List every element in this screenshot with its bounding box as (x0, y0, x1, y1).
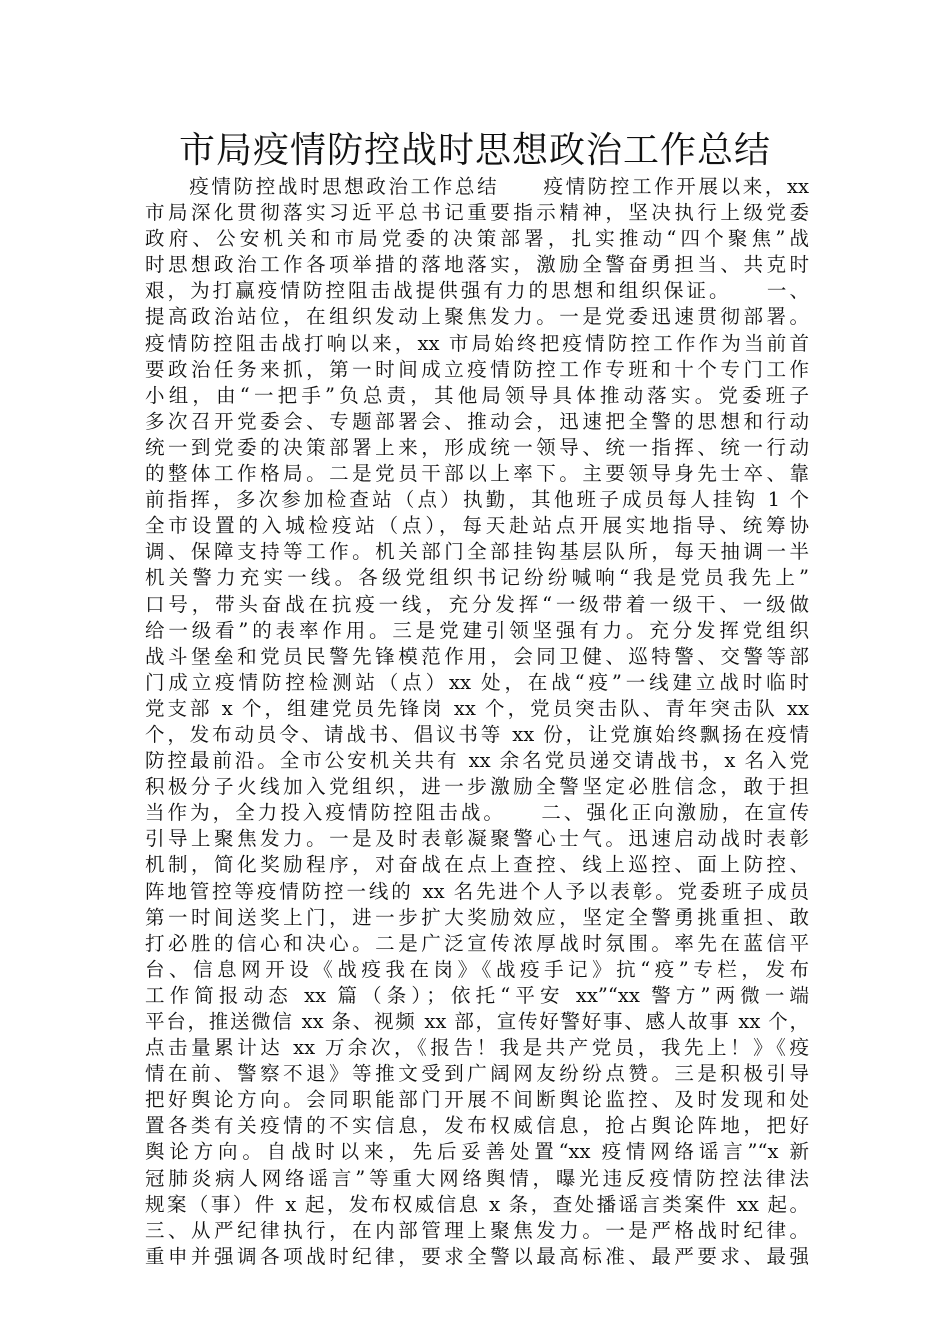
body-line: 调、保障支持等工作。机关部门全部挂钩基层队所，每天抽调一半 (145, 540, 809, 564)
body-line: 要政治任务来抓，第一时间成立疫情防控工作专班和十个专门工作 (145, 357, 809, 381)
body-line: 提高政治站位，在组织发动上聚焦发力。一是党委迅速贯彻部署。 (145, 305, 809, 329)
body-line: 台、信息网开设《战疫我在岗》《战疫手记》抗“疫”专栏，发布 (145, 957, 809, 981)
document-body (145, 174, 809, 1270)
body-line: 前指挥，多次参加检查站（点）执勤，其他班子成员每人挂钩 1 个 (145, 488, 809, 512)
body-line: 个，发布动员令、请战书、倡议书等 xx 份，让党旗始终飘扬在疫情 (145, 722, 809, 746)
body-line: 口号，带头奋战在抗疫一线，充分发挥“一级带着一级干、一级做 (145, 592, 809, 616)
body-line: 多次召开党委会、专题部署会、推动会，迅速把全警的思想和行动 (145, 409, 809, 433)
body-line: 防控最前沿。全市公安机关共有 xx 余名党员递交请战书，x 名入党 (145, 749, 809, 773)
body-line: 机关警力充实一线。各级党组织书记纷纷喊响“我是党员我先上” (145, 566, 809, 590)
body-line: 三、从严纪律执行，在内部管理上聚焦发力。一是严格战时纪律。 (145, 1218, 809, 1242)
body-line: 艰，为打赢疫情防控阻击战提供强有力的思想和组织保证。 一、 (145, 279, 809, 303)
body-line: 工作简报动态 xx 篇（条）；依托“平安 xx”“xx 警方”两微一端 (145, 983, 809, 1007)
document-title: 市局疫情防控战时思想政治工作总结 (178, 130, 771, 171)
body-line: 点击量累计达 xx 万余次，《报告！我是共产党员，我先上！》《疫 (145, 1036, 809, 1060)
body-line: 机制，简化奖励程序，对奋战在点上查控、线上巡控、面上防控、 (145, 853, 809, 877)
body-line: 冠肺炎病人网络谣言”等重大网络舆情，曝光违反疫情防控法律法 (145, 1166, 809, 1190)
body-line: 重申并强调各项战时纪律，要求全警以最高标准、最严要求、最强 (145, 1244, 809, 1268)
body-line: 市局深化贯彻落实习近平总书记重要指示精神，坚决执行上级党委 (145, 201, 809, 225)
body-line: 阵地管控等疫情防控一线的 xx 名先进个人予以表彰。党委班子成员 (145, 879, 809, 903)
body-line: 疫情防控阻击战打响以来，xx 市局始终把疫情防控工作作为当前首 (145, 331, 809, 355)
body-line: 战斗堡垒和党员民警先锋模范作用，会同卫健、巡特警、交警等部 (145, 644, 809, 668)
body-line: 积极分子火线加入党组织，进一步激励全警坚定必胜信念，敢于担 (145, 775, 809, 799)
body-line: 给一级看”的表率作用。三是党建引领坚强有力。充分发挥党组织 (145, 618, 809, 642)
body-line: 打必胜的信心和决心。二是广泛宣传浓厚战时氛围。率先在蓝信平 (145, 931, 809, 955)
body-line: 引导上聚焦发力。一是及时表彰凝聚警心士气。迅速启动战时表彰 (145, 827, 809, 851)
body-line: 情在前、警察不退》等推文受到广阔网友纷纷点赞。三是积极引导 (145, 1062, 809, 1086)
body-line: 把好舆论方向。会同职能部门开展不间断舆论监控、及时发现和处 (145, 1088, 809, 1112)
body-line: 平台，推送微信 xx 条、视频 xx 部，宣传好警好事、感人故事 xx 个， (145, 1010, 809, 1033)
body-line: 置各类有关疫情的不实信息，发布权威信息，抢占舆论阵地，把好 (145, 1114, 809, 1138)
body-line: 当作为，全力投入疫情防控阻击战。 二、强化正向激励，在宣传 (145, 801, 809, 825)
body-line: 门成立疫情防控检测站（点）xx 处，在战“疫”一线建立战时临时 (145, 670, 809, 694)
body-line: 舆论方向。自战时以来，先后妥善处置“xx 疫情网络谣言”“x 新 (145, 1140, 809, 1164)
body-line: 的整体工作格局。二是党员干部以上率下。主要领导身先士卒、靠 (145, 462, 809, 486)
body-line: 统一到党委的决策部署上来，形成统一领导、统一指挥、统一行动 (145, 435, 809, 459)
body-line: 规案（事）件 x 起，发布权威信息 x 条，查处播谣言类案件 xx 起。 (145, 1192, 809, 1216)
body-line: 政府、公安机关和市局党委的决策部署，扎实推动“四个聚焦”战 (145, 227, 809, 251)
body-line: 小组，由“一把手”负总责，其他局领导具体推动落实。党委班子 (145, 383, 809, 407)
body-line: 疫情防控战时思想政治工作总结 疫情防控工作开展以来，xx (145, 175, 809, 198)
body-line: 全市设置的入城检疫站（点），每天赴站点开展实地指导、统筹协 (145, 514, 809, 538)
body-line: 第一时间送奖上门，进一步扩大奖励效应，坚定全警勇挑重担、敢 (145, 905, 809, 929)
body-line: 党支部 x 个，组建党员先锋岗 xx 个，党员突击队、青年突击队 xx (145, 696, 809, 720)
body-line: 时思想政治工作各项举措的落地落实，激励全警奋勇担当、共克时 (145, 253, 809, 277)
